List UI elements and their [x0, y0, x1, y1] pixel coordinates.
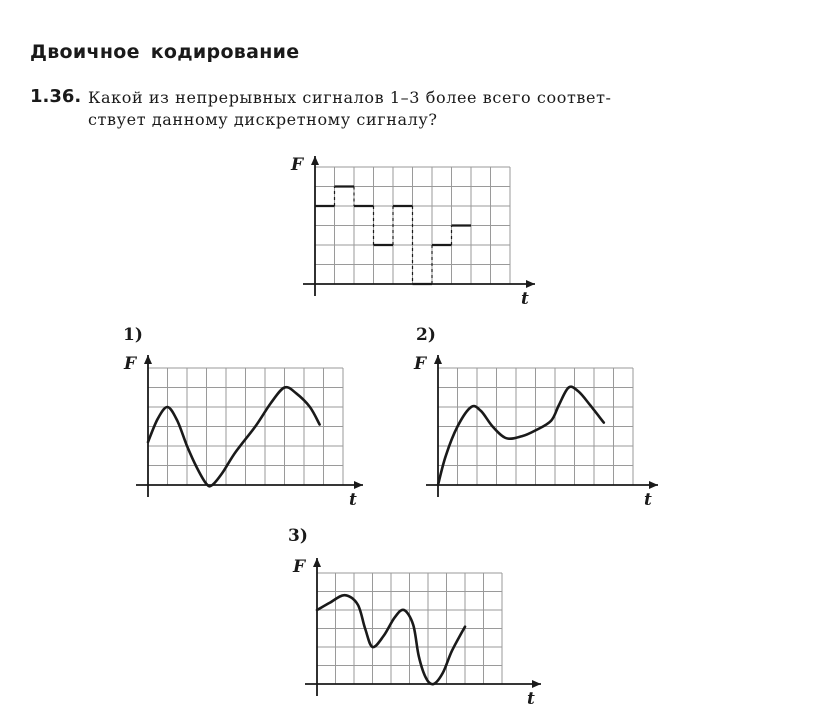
problem-text: [88, 87, 768, 131]
option-1-curve: [148, 387, 320, 486]
option-1-y-axis-label: F: [124, 354, 137, 374]
option-1-grid: [148, 368, 343, 485]
option-2-graph: [403, 345, 668, 515]
discrete-signal-graph: [280, 150, 540, 310]
option-2-y-axis-label: F: [414, 354, 427, 374]
option-1-graph: [113, 345, 373, 515]
option-1-x-arrow-icon: [354, 481, 363, 489]
option-3-y-axis-label: F: [293, 557, 306, 577]
option-3-graph: [279, 546, 549, 711]
option-1-y-arrow-icon: [144, 355, 152, 364]
option-2-grid: [438, 368, 633, 485]
problem-number: 1.36.: [30, 86, 82, 107]
problem-text-line-1: Какой из непрерывных сигналов 1–3 более всего соответ-: [88, 88, 612, 107]
option-3-x-axis-label: t: [527, 689, 535, 709]
discrete-x-arrow-icon: [526, 280, 535, 288]
option-2-label: 2): [416, 325, 436, 345]
option-2-x-arrow-icon: [649, 481, 658, 489]
option-2-y-arrow-icon: [434, 355, 442, 364]
section-title: Двоичное кодирование: [30, 41, 300, 63]
option-1-label: 1): [123, 325, 143, 345]
option-3-y-arrow-icon: [313, 558, 321, 567]
discrete-x-axis-label: t: [521, 289, 529, 309]
option-2-curve: [438, 387, 604, 485]
option-3-label: 3): [288, 526, 308, 546]
discrete-y-axis-label: F: [291, 155, 304, 175]
option-3-grid: [317, 573, 502, 684]
option-2-x-axis-label: t: [644, 490, 652, 510]
discrete-y-arrow-icon: [311, 156, 319, 165]
option-3-x-arrow-icon: [532, 680, 541, 688]
problem-text-line-2: ствует данному дискретному сигналу?: [88, 110, 438, 129]
option-1-x-axis-label: t: [349, 490, 357, 510]
